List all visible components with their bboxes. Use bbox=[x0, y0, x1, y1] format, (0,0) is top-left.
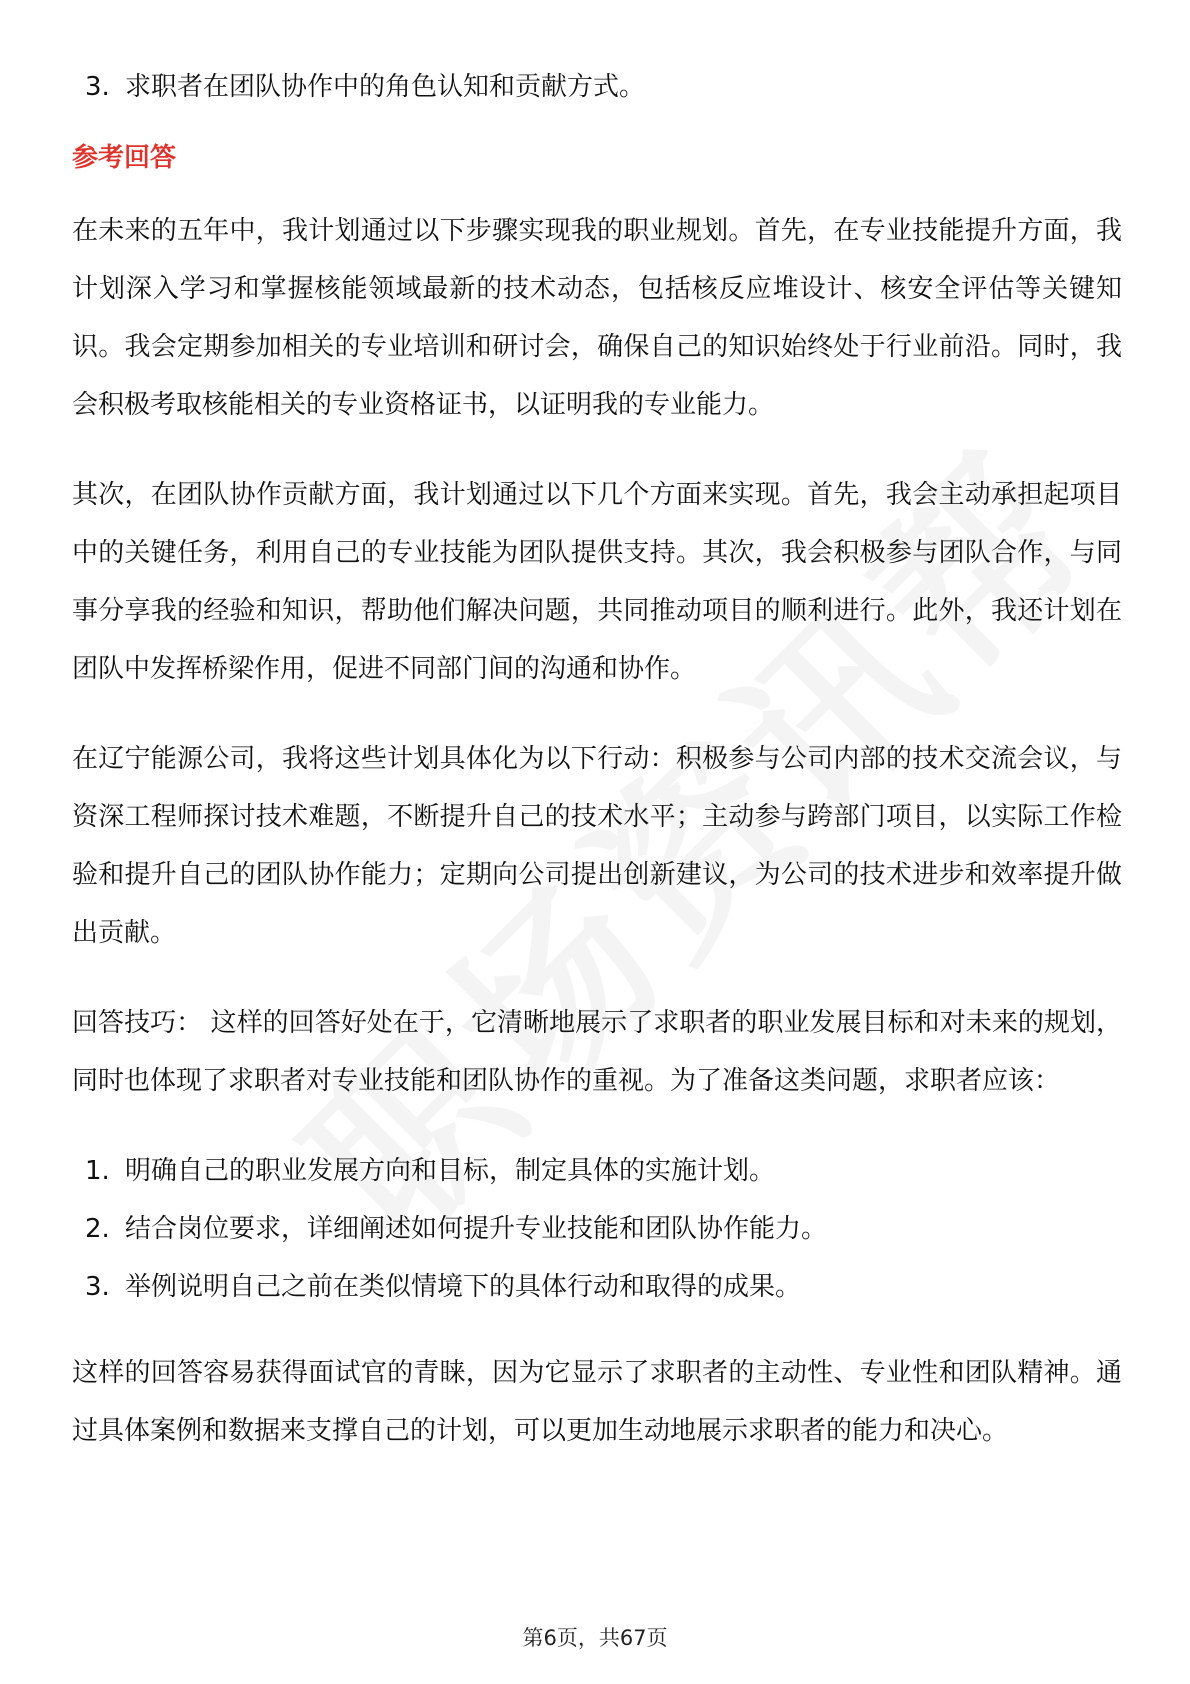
list-item bbox=[72, 1142, 1122, 1200]
document-body bbox=[72, 58, 1122, 1492]
answer-tips-paragraph: 回答技巧： 这样的回答好处在于，它清晰地展示了求职者的职业发展目标和对未来的规划，同时也体现了求职者对专业技能和团队协作的重视。为了准备这类问题，求职者应该： bbox=[72, 1008, 1122, 1096]
list-item-text: 举例说明自己之前在类似情境下的具体行动和取得的成果。 bbox=[125, 1272, 802, 1302]
list-item-number: 1. bbox=[85, 1156, 110, 1186]
list-item-text: 求职者在团队协作中的角色认知和贡献方式。 bbox=[125, 72, 646, 102]
top-list bbox=[72, 58, 1122, 116]
section-heading: 参考回答 bbox=[72, 143, 177, 173]
list-item-number: 2. bbox=[85, 1214, 110, 1244]
list-item-text: 明确自己的职业发展方向和目标，制定具体的实施计划。 bbox=[125, 1156, 776, 1186]
list-item bbox=[72, 1258, 1122, 1316]
list-item-number: 3. bbox=[85, 72, 110, 102]
tips-list bbox=[72, 1142, 1122, 1316]
closing-paragraph: 这样的回答容易获得面试官的青睐，因为它显示了求职者的主动性、专业性和团队精神。通过具体案例和数据来支撑自己的计划，可以更加生动地展示求职者的能力和决心。 bbox=[72, 1358, 1122, 1446]
list-item bbox=[72, 1200, 1122, 1258]
paragraph-2: 其次，在团队协作贡献方面，我计划通过以下几个方面来实现。首先，我会主动承担起项目中的关键任务，利用自己的专业技能为团队提供支持。其次，我会积极参与团队合作，与同事分享我的经验和知识，帮助他们解决问题，共同推动项目的顺利进行。此外，我还计划在团队中发挥桥梁作用，促进不同部门间的沟通和协作。 bbox=[72, 480, 1122, 684]
list-item bbox=[72, 58, 1122, 116]
paragraph-3: 在辽宁能源公司，我将这些计划具体化为以下行动：积极参与公司内部的技术交流会议，与资深工程师探讨技术难题，不断提升自己的技术水平；主动参与跨部门项目，以实际工作检验和提升自己的团队协作能力；定期向公司提出创新建议，为公司的技术进步和效率提升做出贡献。 bbox=[72, 744, 1122, 948]
list-item-text: 结合岗位要求，详细阐述如何提升专业技能和团队协作能力。 bbox=[125, 1214, 828, 1244]
page-number: 第6页，共67页 bbox=[522, 1626, 668, 1650]
paragraph-1: 在未来的五年中，我计划通过以下步骤实现我的职业规划。首先，在专业技能提升方面，我计划深入学习和掌握核能领域最新的技术动态，包括核反应堆设计、核安全评估等关键知识。我会定期参加相关的专业培训和研讨会，确保自己的知识始终处于行业前沿。同时，我会积极考取核能相关的专业资格证书，以证明我的专业能力。 bbox=[72, 216, 1122, 420]
list-item-number: 3. bbox=[85, 1272, 110, 1302]
